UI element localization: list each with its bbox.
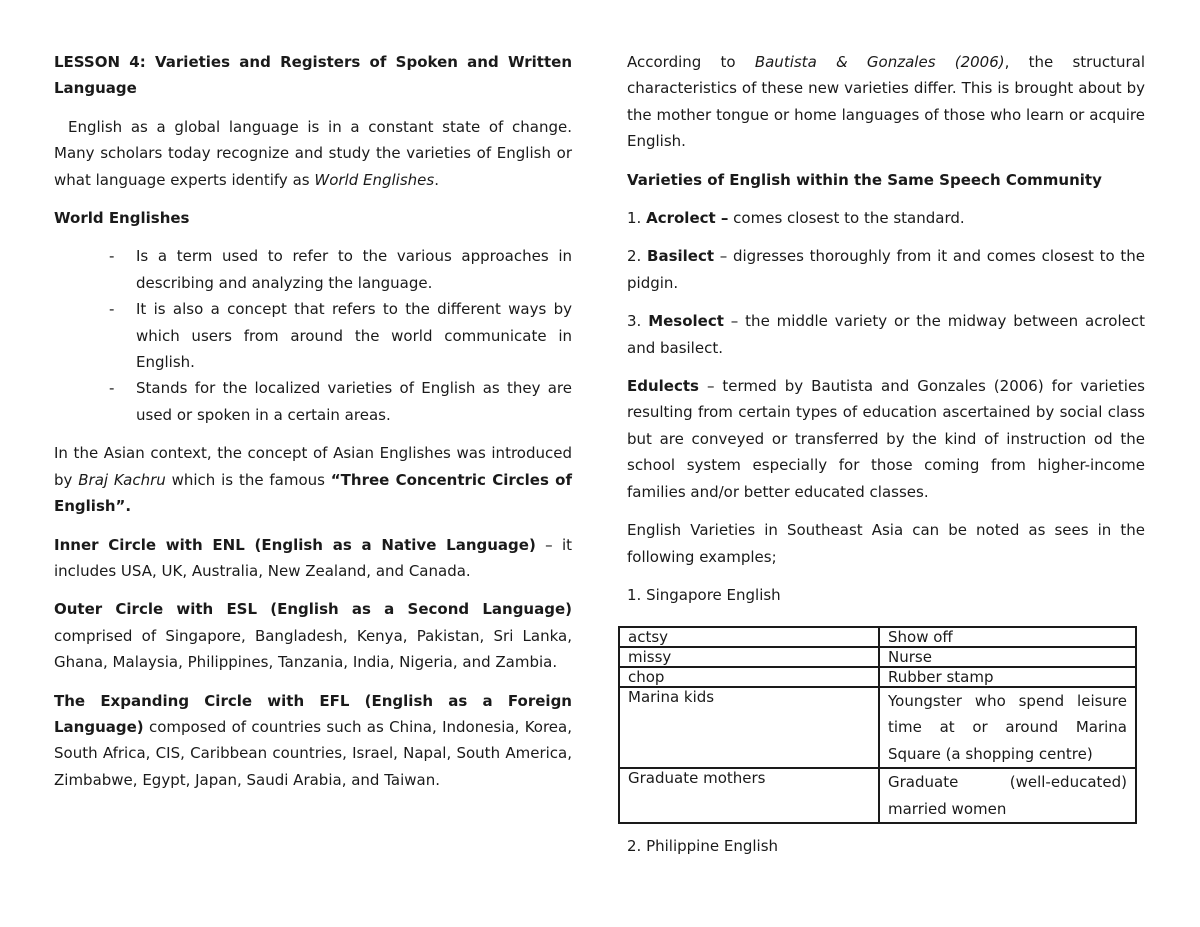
singapore-english-table [618, 626, 1137, 824]
table-cell-meaning: Show off [879, 627, 1136, 647]
table-cell-term: Graduate mothers [619, 768, 879, 823]
table-row [619, 667, 1136, 687]
singapore-english-label: 1. Singapore English [627, 585, 781, 604]
intro-paragraph: English as a global language is in a constant state of change. Many scholars today recognize and study the varieties of English or what language experts identify as World Englishes. [54, 117, 572, 189]
lesson-title: LESSON 4: Varieties and Registers of Spoken and Written Language [54, 53, 572, 98]
table-row [619, 627, 1136, 647]
table-row [619, 768, 1136, 823]
table-row [619, 687, 1136, 768]
table-cell-meaning: Nurse [879, 647, 1136, 667]
right-column [627, 49, 1145, 620]
table-cell-meaning: Youngster who spend leisure time at or around Marina Square (a shopping centre) [879, 687, 1136, 768]
table-row [619, 647, 1136, 667]
table-cell-term: chop [619, 667, 879, 687]
mesolect-item: 3. Mesolect – the middle variety or the midway between acrolect and basilect. [627, 312, 1145, 357]
philippine-english-label: 2. Philippine English [627, 837, 779, 855]
outer-circle-paragraph: Outer Circle with ESL (English as a Second Language) comprised of Singapore, Bangladesh, Kenya, Pakistan, Sri Lanka, Ghana, Malaysia, Philippines, Tanzania, India, Nigeria, and Zambia. [54, 600, 572, 672]
acrolect-item: 1. Acrolect – comes closest to the standard. [627, 209, 965, 228]
according-paragraph: According to Bautista & Gonzales (2006), the structural characteristics of these new varieties differ. This is brought about by the mother tongue or home languages of those who learn or acquire English. [627, 53, 1146, 151]
asian-context-paragraph: In the Asian context, the concept of Asian Englishes was introduced by Braj Kachru which is the famous “Three Concentric Circles of English”. [54, 444, 572, 516]
left-column [54, 49, 572, 805]
basilect-item: 2. Basilect – digresses thoroughly from it and comes closest to the pidgin. [627, 247, 1145, 292]
table-cell-term: missy [619, 647, 879, 667]
world-englishes-list [54, 243, 572, 428]
edulects-paragraph: Edulects – termed by Bautista and Gonzales (2006) for varieties resulting from certain types of education ascertained by social class but are conveyed or transferred by the kind of instruction od the school system especially for those coming from higher-income families and/or better educated classes. [627, 377, 1145, 501]
table-cell-meaning: Rubber stamp [879, 667, 1136, 687]
table-cell-term: Marina kids [619, 687, 879, 768]
expanding-circle-paragraph: The Expanding Circle with EFL (English as a Foreign Language) composed of countries such as China, Indonesia, Korea, South Africa, CIS, Caribbean countries, Israel, Napal, South America, Zimbabwe, Egypt, Japan, Saudi Arabia, and Taiwan. [54, 691, 572, 789]
list-item: - Stands for the localized varieties of English as they are used or spoken in a certain areas. [136, 375, 572, 428]
inner-circle-paragraph: Inner Circle with ENL (English as a Native Language) – it includes USA, UK, Australia, New Zealand, and Canada. [54, 535, 572, 580]
southeast-asia-paragraph: English Varieties in Southeast Asia can be noted as sees in the following examples; [627, 521, 1145, 566]
list-item: - Is a term used to refer to the various approaches in describing and analyzing the language. [136, 243, 572, 296]
same-community-heading: Varieties of English within the Same Speech Community [627, 170, 1102, 189]
world-englishes-heading: World Englishes [54, 209, 190, 228]
table-cell-term: actsy [619, 627, 879, 647]
table-cell-meaning: Graduate (well-educated) married women [879, 768, 1136, 823]
list-item: - It is also a concept that refers to the different ways by which users from around the world communicate in English. [136, 296, 572, 375]
